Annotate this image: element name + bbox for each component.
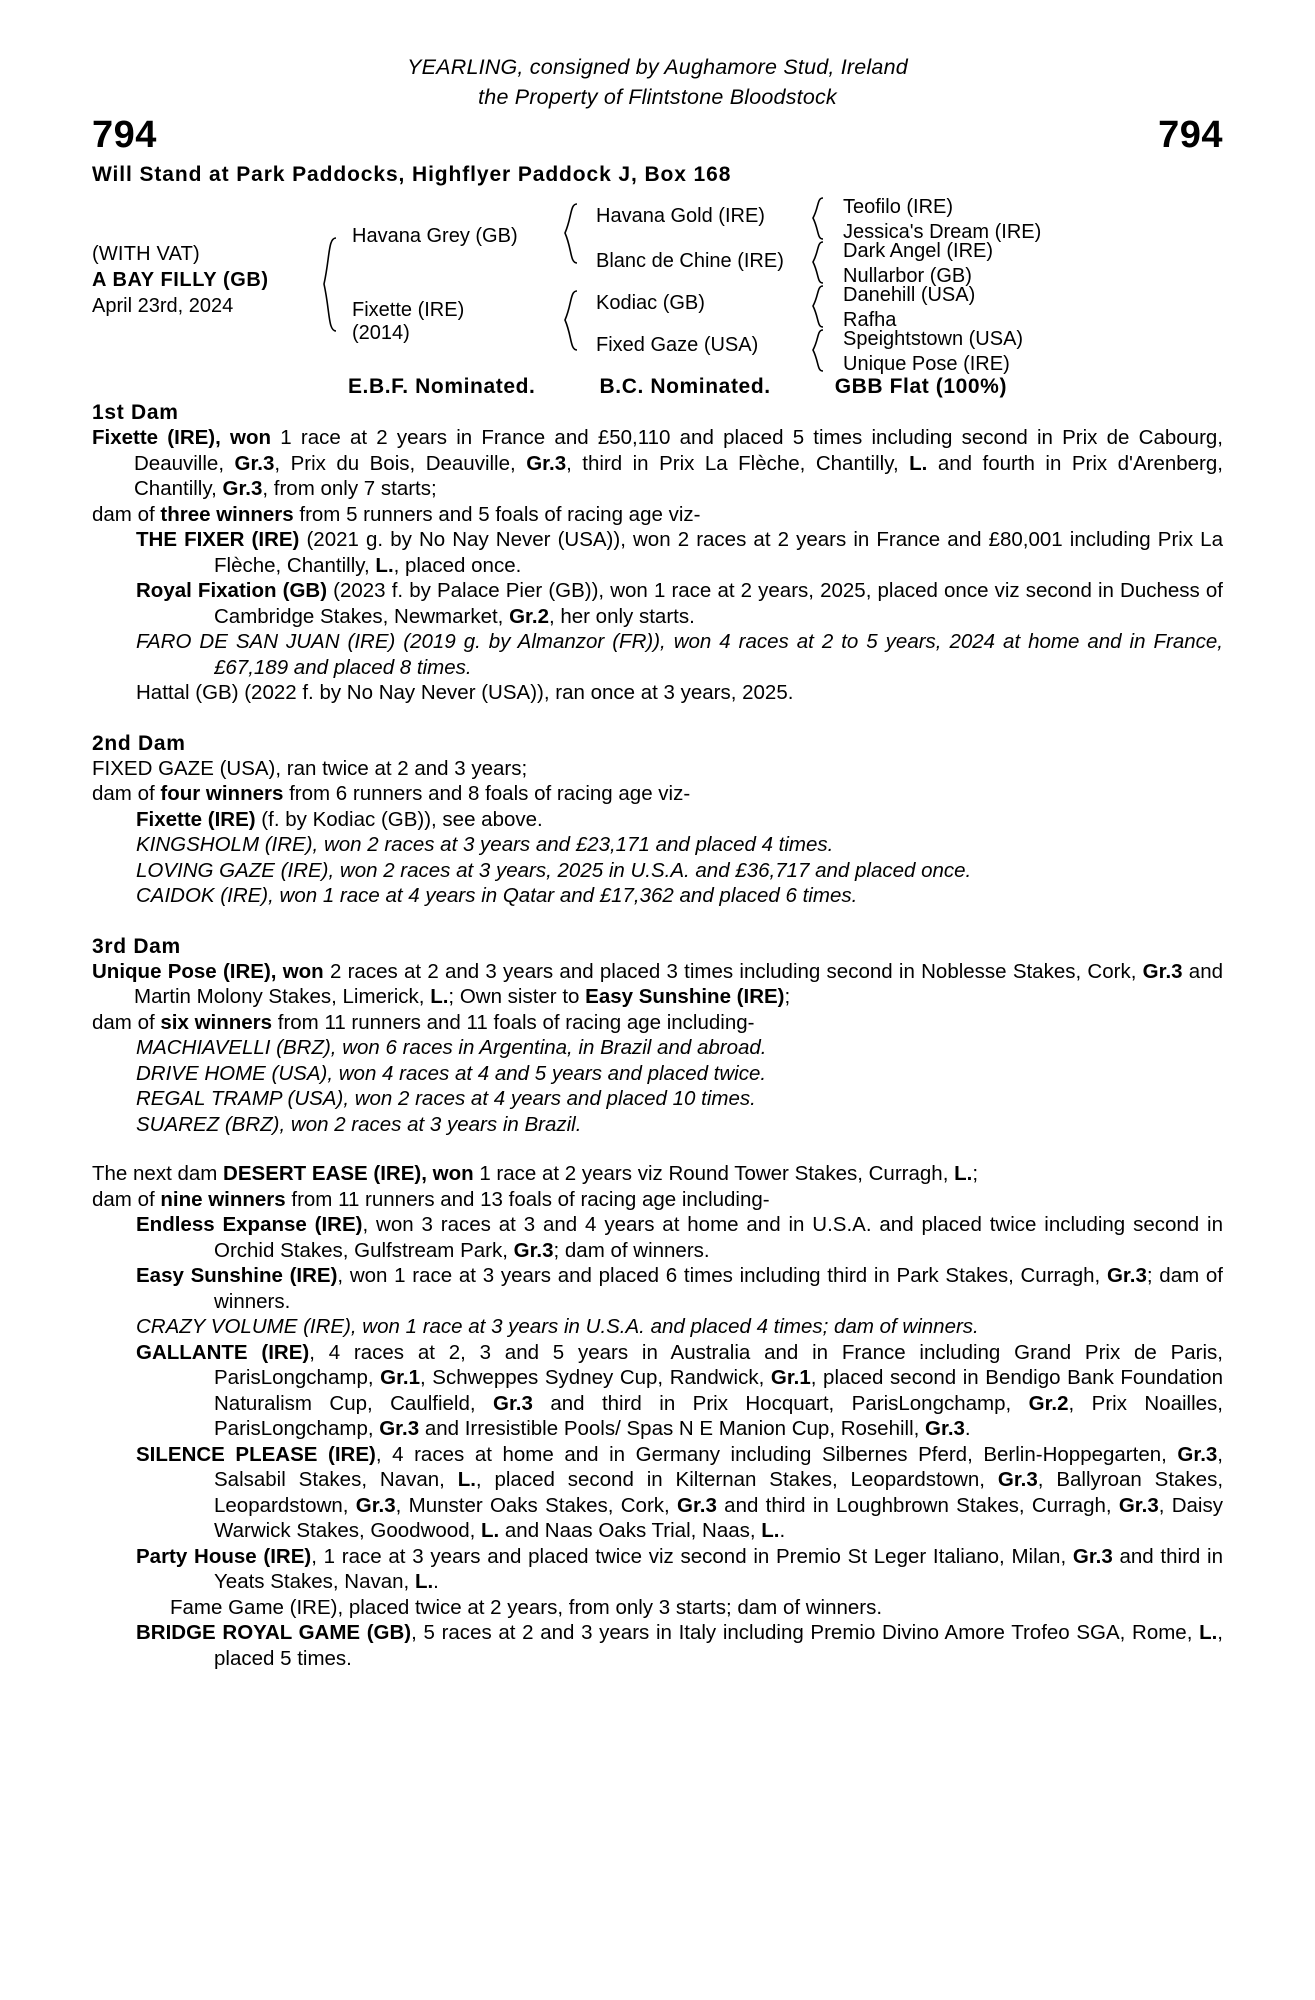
progeny-entry: [92, 680, 1223, 706]
brace-level-3-a: [810, 197, 826, 241]
progeny-entry: [92, 1263, 1223, 1314]
progeny-entry: [92, 1112, 1223, 1138]
progeny-text: , won 2 races at 3 years in Brazil.: [279, 1112, 582, 1136]
progeny-name: REGAL TRAMP (USA): [136, 1087, 344, 1110]
progeny-entry: [92, 807, 1223, 833]
progeny-text: , 5 races at 2 and 3 years in Italy including Premio Divino Amore Trofeo SGA, Rome,: [411, 1621, 1200, 1644]
progeny-text: , Munster Oaks Stakes, Cork,: [395, 1493, 677, 1517]
pedigree-diagram: [92, 195, 1223, 373]
progeny-text: , won 1 race at 4 years in Qatar and £17,362 and placed 6 times.: [268, 884, 858, 907]
next-dam-name: DESERT EASE (IRE), won: [223, 1162, 474, 1185]
progeny-text: , won 4 races at 4 and 5 years and placed twice.: [327, 1061, 767, 1085]
bc-nomination: B.C. Nominated.: [599, 375, 771, 398]
brace-level-3-d: [810, 329, 826, 373]
nominations-row: [92, 375, 1223, 399]
progeny-name: FARO DE SAN JUAN (IRE): [136, 630, 396, 653]
progeny-entry: [92, 1212, 1223, 1263]
progeny-text: , placed second in Bendigo Bank Foundation Naturalism Cup, Caulfield,: [214, 1366, 1223, 1415]
winners-count: nine winners: [160, 1187, 286, 1211]
progeny-tail: ; dam of winners.: [553, 1238, 710, 1262]
progeny-text: and third in Yeats Stakes, Navan,: [214, 1544, 1223, 1593]
next-dam-record: [92, 1161, 1223, 1187]
progeny-tail: ; dam of winners.: [214, 1264, 1223, 1313]
subject-foaling-date: April 23rd, 2024: [92, 295, 234, 317]
grade-tag: Gr.2: [509, 604, 549, 628]
progeny-name: SILENCE PLEASE (IRE): [136, 1442, 376, 1466]
dam-of-prefix: dam of: [92, 1187, 161, 1211]
listed-tag: L.: [457, 1468, 476, 1491]
progeny-text: , placed second in Kilternan Stakes, Leopardstown,: [475, 1468, 998, 1491]
progeny-text: , won 1 race at 3 years and placed 6 times including third in Park Stakes, Curragh,: [337, 1264, 1107, 1287]
property-line: the Property of Flintstone Bloodstock: [478, 85, 837, 109]
third-dam-name: Unique Pose (IRE), won: [92, 959, 324, 983]
second-dam-winners-line: [92, 781, 1223, 807]
lot-number-right: 794: [1158, 114, 1223, 156]
progeny-name: Fixette (IRE): [136, 807, 256, 831]
third-dam-heading: 3rd Dam: [92, 934, 181, 958]
dam-of-prefix: dam of: [92, 502, 161, 526]
consignor-header: [92, 52, 1223, 112]
progeny-name: GALLANTE (IRE): [136, 1340, 310, 1364]
dam-year: (2014): [352, 322, 410, 344]
dam-of-suffix: from 6 runners and 8 foals of racing age viz-: [283, 782, 691, 805]
progeny-name: Royal Fixation (GB): [136, 579, 328, 602]
lot-number-row: [92, 114, 1223, 157]
grade-tag: Gr.3: [526, 451, 567, 475]
winners-count: four winners: [160, 782, 284, 805]
dam-block: [352, 299, 464, 345]
listed-tag: L.: [430, 985, 449, 1008]
progeny-text: and third in Loughbrown Stakes, Curragh,: [716, 1493, 1119, 1517]
progeny-entry-gallante: [92, 1340, 1223, 1442]
progeny-text: , Schweppes Sydney Cup, Randwick,: [420, 1366, 771, 1389]
brace-level-2-sire: [562, 203, 580, 265]
next-dam-tail: ;: [972, 1162, 979, 1185]
progeny-entry: [92, 858, 1223, 884]
progeny-text: , Ballyroan Stakes, Leopardstown,: [214, 1468, 1224, 1517]
third-dam-text-2: and Martin Molony Stakes, Limerick,: [134, 959, 1223, 1008]
ebf-nomination: E.B.F. Nominated.: [347, 375, 536, 398]
progeny-entry: [92, 883, 1223, 909]
progeny-text: , won 2 races at 4 years and placed 10 times.: [343, 1087, 756, 1110]
first-dam-text-2: , Prix du Bois, Deauville,: [274, 451, 527, 475]
progeny-text: (f. by Kodiac (GB)), see above.: [255, 807, 543, 831]
g4-pair-4: [843, 327, 1023, 377]
g4-name-3: Dark Angel (IRE): [843, 240, 994, 262]
listed-tag: L.: [954, 1162, 973, 1185]
g4-name-5: Danehill (USA): [843, 284, 976, 306]
dam-of-prefix: dam of: [92, 782, 161, 805]
listed-tag: L.: [375, 553, 394, 577]
dam-of-suffix: from 11 runners and 11 foals of racing age including-: [272, 1010, 755, 1034]
progeny-text: , 4 races at home and in Germany including Silbernes Pferd, Berlin-Hoppegarten,: [375, 1442, 1178, 1466]
dam-of-prefix: dam of: [92, 1010, 161, 1034]
gbb-nomination: GBB Flat (100%): [834, 375, 1008, 398]
grade-tag: Gr.3: [355, 1493, 396, 1517]
progeny-name: THE FIXER (IRE): [136, 528, 300, 551]
progeny-name: Fame Game (IRE): [170, 1595, 338, 1619]
listed-tag: L.: [1199, 1621, 1218, 1644]
progeny-text: (2023 f. by Palace Pier (GB)), won 1 race at 2 years, 2025, placed once viz second in Duchess of Cambridge Stakes, Newmarket,: [214, 579, 1223, 628]
grade-tag: Gr.3: [379, 1417, 420, 1440]
progeny-name: Endless Expanse (IRE): [136, 1213, 363, 1236]
progeny-entry-silence-please: [92, 1442, 1223, 1544]
third-dam-text-1: 2 races at 2 and 3 years and placed 3 times including second in Noblesse Stakes, Cork,: [323, 959, 1143, 983]
dam-name: Fixette (IRE): [352, 299, 465, 321]
first-dam-record: [92, 425, 1223, 502]
progeny-name: LOVING GAZE (IRE): [136, 858, 329, 882]
brace-level-3-c: [810, 285, 826, 329]
progeny-name: DRIVE HOME (USA): [136, 1061, 328, 1085]
second-dam-record: FIXED GAZE (USA), ran twice at 2 and 3 years;: [92, 756, 528, 780]
third-dam-text-4: ;: [784, 985, 791, 1008]
grade-tag: Gr.3: [677, 1493, 717, 1517]
subject-block: [92, 241, 269, 319]
g4-name-2: Jessica's Dream (IRE): [843, 221, 1042, 243]
listed-tag: L.: [414, 1570, 434, 1593]
progeny-text: , won 2 races at 3 years and £23,171 and placed 4 times.: [312, 833, 834, 856]
second-dam-heading: 2nd Dam: [92, 731, 186, 755]
first-dam-name: Fixette (IRE), won: [92, 426, 272, 449]
progeny-name: Party House (IRE): [136, 1544, 312, 1568]
progeny-entry: [92, 1314, 1223, 1340]
progeny-text: , Prix Noailles, ParisLongchamp,: [214, 1391, 1223, 1440]
listed-tag: L.: [761, 1519, 780, 1542]
progeny-entry: [92, 832, 1223, 858]
grade-tag: Gr.1: [380, 1366, 421, 1389]
grade-tag: Gr.3: [1142, 959, 1183, 983]
dam-sire: Kodiac (GB): [596, 292, 705, 314]
progeny-text: , placed twice at 2 years, from only 3 starts; dam of winners.: [337, 1595, 883, 1619]
g4-pair-2: [843, 239, 993, 289]
third-dam-text-3: ; Own sister to: [448, 985, 586, 1008]
progeny-tail: , her only starts.: [548, 604, 695, 628]
progeny-text: , Salsabil Stakes, Navan,: [214, 1442, 1223, 1491]
grade-tag: Gr.3: [997, 1468, 1038, 1491]
sire-name: Havana Grey (GB): [352, 225, 518, 247]
progeny-text: , won 3 races at 3 and 4 years at home and in U.S.A. and placed twice including second in Orchid Stakes, Gulfstream Park,: [214, 1213, 1223, 1262]
brace-level-3-b: [810, 241, 826, 285]
progeny-text: and third in Prix Hocquart, ParisLongchamp,: [532, 1391, 1029, 1415]
g4-pair-1: [843, 195, 1041, 245]
winners-count: three winners: [160, 502, 294, 526]
dam-of-suffix: from 5 runners and 5 foals of racing age viz-: [293, 502, 701, 526]
g4-pair-3: [843, 283, 975, 333]
progeny-text: (2021 g. by No Nay Never (USA)), won 2 races at 2 years in France and £80,001 including Prix La Flèche, Chantilly,: [214, 528, 1223, 577]
consignment-line: YEARLING, consigned by Aughamore Stud, Ireland: [407, 55, 908, 79]
progeny-entry: [92, 1061, 1223, 1087]
first-dam-heading: 1st Dam: [92, 401, 179, 424]
generation-4: [829, 195, 1159, 373]
third-dam-record: [92, 959, 1223, 1010]
sire-dam: Blanc de Chine (IRE): [596, 250, 784, 272]
next-dam-text: 1 race at 2 years viz Round Tower Stakes, Curragh,: [473, 1162, 955, 1185]
progeny-name: Hattal (GB): [136, 681, 239, 704]
g4-name-7: Speightstown (USA): [843, 328, 1024, 350]
progeny-text: (2022 f. by No Nay Never (USA)), ran once at 3 years, 2025.: [238, 681, 794, 704]
listed-tag: L.: [480, 1519, 500, 1542]
generation-2: [340, 195, 570, 373]
first-dam-text-3: , third in Prix La Flèche, Chantilly,: [566, 451, 910, 475]
stand-location-line: Will Stand at Park Paddocks, Highflyer Paddock J, Box 168: [92, 163, 732, 186]
dam-dam: Fixed Gaze (USA): [596, 334, 759, 356]
grade-tag: Gr.3: [925, 1417, 965, 1440]
listed-tag: L.: [909, 451, 928, 475]
g4-name-1: Teofilo (IRE): [843, 196, 954, 218]
progeny-name: SUAREZ (BRZ): [136, 1112, 280, 1136]
progeny-entry: [92, 1035, 1223, 1061]
first-dam-winners-line: [92, 502, 1223, 528]
next-dam-prefix: The next dam: [92, 1162, 224, 1185]
progeny-text: and Irresistible Pools/ Spas N E Manion Cup, Rosehill,: [419, 1417, 926, 1440]
grade-tag: Gr.3: [1177, 1442, 1218, 1466]
progeny-text: , Daisy Warwick Stakes, Goodwood,: [214, 1493, 1223, 1542]
winners-count: six winners: [160, 1010, 273, 1034]
g4-name-6: Rafha: [843, 309, 897, 331]
grade-tag: Gr.3: [1072, 1544, 1113, 1568]
grade-tag: Gr.1: [770, 1366, 811, 1389]
first-dam-text-1: 1 race at 2 years in France and £50,110 and placed 5 times including second in Prix de Cabourg, Deauville,: [134, 426, 1224, 475]
grade-tag: Gr.3: [1106, 1264, 1147, 1287]
progeny-text: , won 6 races in Argentina, in Brazil and abroad.: [330, 1036, 767, 1059]
progeny-entry: [92, 527, 1223, 578]
progeny-entry-fame-game: [92, 1595, 1223, 1621]
vat-note: (WITH VAT): [92, 243, 200, 265]
first-dam-text-5: , from only 7 starts;: [262, 477, 437, 500]
sire-sire: Havana Gold (IRE): [596, 205, 765, 227]
grade-tag: Gr.3: [222, 477, 263, 500]
progeny-text: , won 2 races at 3 years, 2025 in U.S.A. and £36,717 and placed once.: [328, 858, 972, 882]
progeny-entry: [92, 1086, 1223, 1112]
progeny-text: , won 1 race at 3 years in U.S.A. and placed 4 times; dam of winners.: [350, 1315, 979, 1338]
third-dam-winners-line: [92, 1010, 1223, 1036]
progeny-entry: [92, 578, 1223, 629]
grade-tag: Gr.3: [1118, 1493, 1159, 1517]
subject-name: A BAY FILLY (GB): [92, 269, 269, 291]
progeny-text: , 1 race at 3 years and placed twice viz second in Premio St Leger Italiano, Milan,: [311, 1544, 1073, 1568]
g4-name-8: Unique Pose (IRE): [843, 353, 1010, 375]
brace-level-2-dam: [562, 290, 580, 352]
first-dam-text-4: and fourth in Prix d'Arenberg, Chantilly,: [134, 451, 1223, 500]
grade-tag: Gr.2: [1028, 1391, 1069, 1415]
grade-tag: Gr.3: [234, 451, 275, 475]
dam-of-suffix: from 11 runners and 13 foals of racing age including-: [285, 1187, 770, 1211]
progeny-text: and Naas Oaks Trial, Naas,: [499, 1519, 762, 1542]
progeny-entry-party-house: [92, 1544, 1223, 1595]
brace-level-1: [320, 237, 340, 333]
progeny-name: KINGSHOLM (IRE): [136, 833, 313, 856]
grade-tag: Gr.3: [513, 1238, 554, 1262]
progeny-name: CAIDOK (IRE): [136, 884, 269, 907]
g4-name-4: Nullarbor (GB): [843, 265, 972, 287]
progeny-text: (2019 g. by Almanzor (FR)), won 4 races at 2 to 5 years, 2024 at home and in France, £67,189 and placed 8 times.: [214, 630, 1223, 679]
progeny-name: BRIDGE ROYAL GAME (GB): [136, 1621, 412, 1644]
progeny-text: .: [964, 1417, 971, 1440]
progeny-entry-bridge-royal-game: [92, 1620, 1223, 1671]
progeny-text: .: [779, 1519, 786, 1542]
progeny-name: Easy Sunshine (IRE): [136, 1264, 338, 1287]
progeny-text: , 4 races at 2, 3 and 5 years in Australia and in France including Grand Prix de Paris, ParisLongchamp,: [214, 1340, 1223, 1389]
next-dam-winners-line: [92, 1187, 1223, 1213]
own-sister-name: Easy Sunshine (IRE): [585, 985, 785, 1008]
progeny-text: , placed 5 times.: [214, 1621, 1223, 1670]
progeny-tail: , placed once.: [393, 553, 522, 577]
progeny-text: .: [433, 1570, 439, 1593]
progeny-name: MACHIAVELLI (BRZ): [136, 1036, 331, 1059]
grade-tag: Gr.3: [493, 1391, 533, 1415]
lot-number-left: 794: [92, 114, 157, 156]
progeny-name: CRAZY VOLUME (IRE): [136, 1315, 351, 1338]
generation-3: [582, 195, 817, 373]
progeny-entry: [92, 629, 1223, 680]
